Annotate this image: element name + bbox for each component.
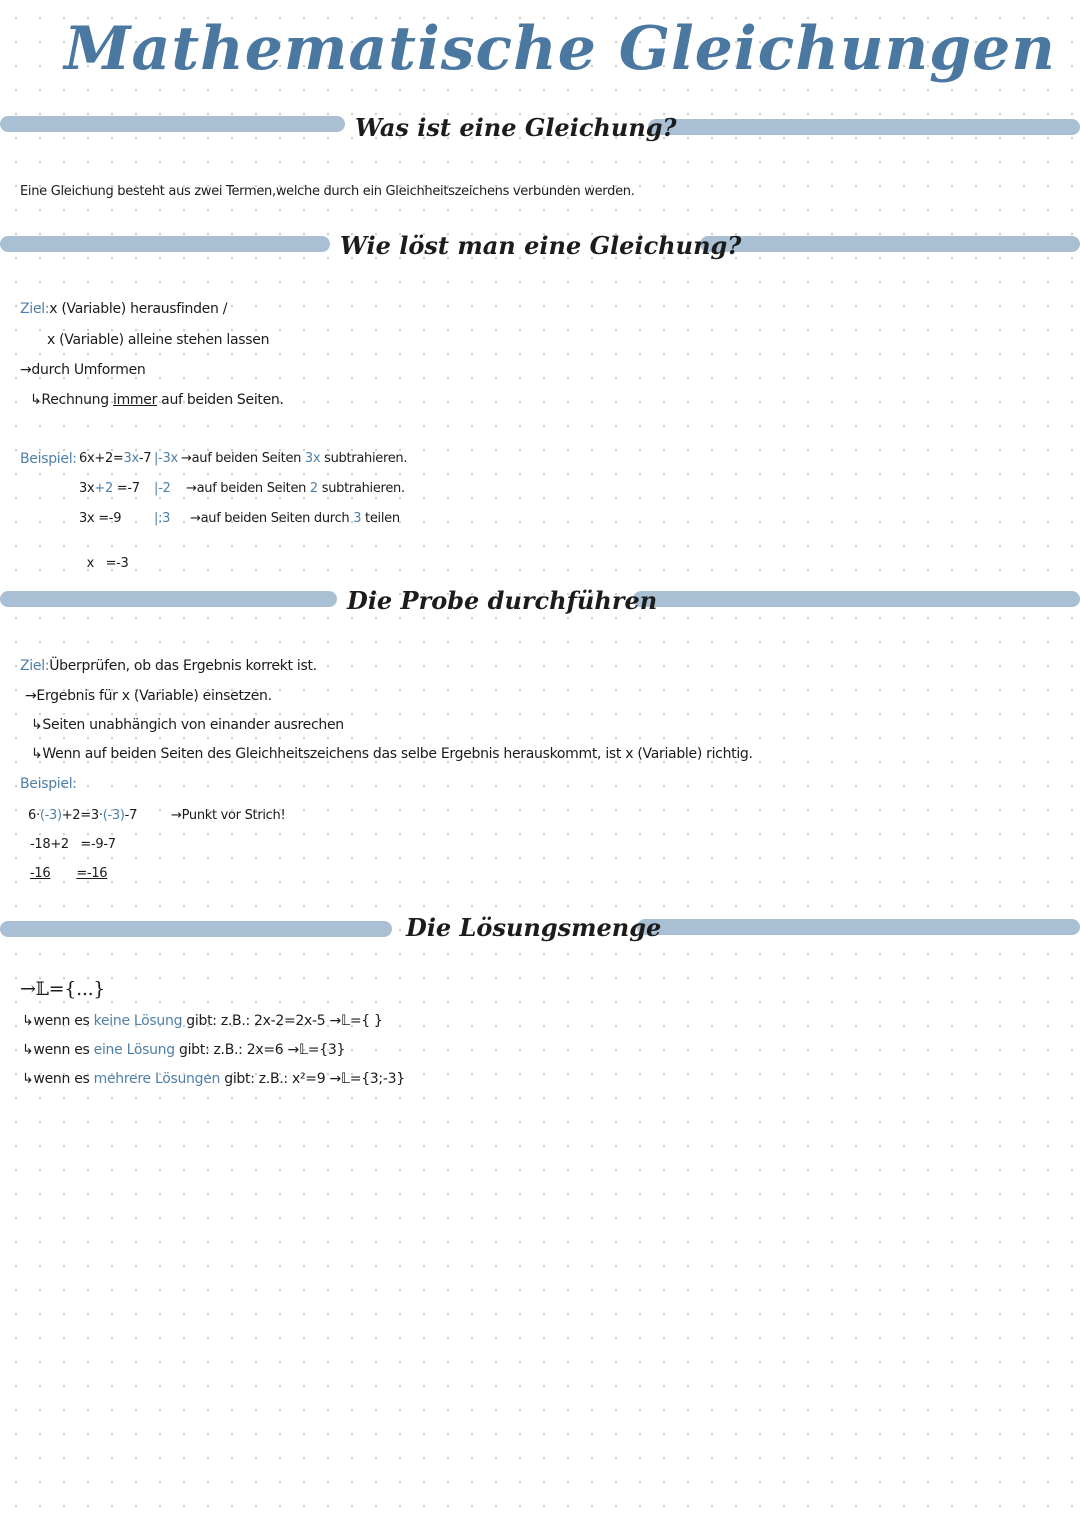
- step-description: →auf beiden Seiten 3x subtrahieren.: [181, 451, 408, 466]
- heading-bar-right: [648, 119, 1080, 135]
- heading-bar-left: [0, 591, 337, 607]
- section-heading-loesungsmenge: Die Lösungsmenge: [406, 913, 662, 942]
- section-heading-probe: Die Probe durchführen: [347, 586, 658, 615]
- goal-line-2: x (Variable) alleine stehen lassen: [47, 332, 270, 348]
- solution-case: ↳wenn es mehrere Lösungen gibt: z.B.: x²=9 →𝕃={3;-3}: [22, 1071, 405, 1087]
- heading-bar-right: [637, 919, 1080, 935]
- equation-step: 3x+2 =-7: [79, 481, 140, 496]
- solution-case: ↳wenn es eine Lösung gibt: z.B.: 2x=6 →𝕃={3}: [22, 1042, 346, 1058]
- probe-equation-1: 6·(-3)+2=3·(-3)-7: [28, 808, 137, 823]
- equation-operation: |-2: [154, 481, 171, 496]
- equation-step: 6x+2=3x-7: [79, 451, 152, 466]
- goal-text: x (Variable) herausfinden /: [49, 301, 228, 317]
- heading-bar-right: [700, 236, 1080, 252]
- equation-step: 3x =-9: [79, 511, 122, 526]
- page-title: Mathematische Gleichungen: [64, 14, 1056, 84]
- goal-text: Überprüfen, ob das Ergebnis korrekt ist.: [49, 658, 317, 674]
- section-heading-was-ist: Was ist eine Gleichung?: [355, 113, 677, 142]
- example-label: Beispiel:: [20, 776, 77, 792]
- solution-set-line: →𝕃={...}: [20, 978, 106, 1000]
- definition-text: Eine Gleichung besteht aus zwei Termen,welche durch ein Gleichheitszeichens verbunden werden.: [20, 184, 635, 199]
- section-heading-wie-loest: Wie löst man eine Gleichung?: [340, 231, 742, 260]
- heading-bar-right: [633, 591, 1080, 607]
- probe-line-2: ↳Seiten unabhängich von einander ausrechen: [31, 717, 344, 733]
- probe-line-3: ↳Wenn auf beiden Seiten des Gleichheitszeichens das selbe Ergebnis herauskommt, ist x (Variable) richtig.: [31, 746, 753, 762]
- step-description: →auf beiden Seiten 2 subtrahieren.: [186, 481, 405, 496]
- goal-label: Ziel:: [20, 658, 50, 674]
- rule-line: [30, 392, 284, 408]
- method-line: →durch Umformen: [20, 362, 146, 378]
- step-description: →auf beiden Seiten durch 3 teilen: [190, 511, 400, 526]
- probe-equation-3: -16 =-16: [30, 866, 108, 881]
- goal-label: Ziel:: [20, 301, 50, 317]
- equation-operation: |:3: [154, 511, 171, 526]
- probe-equation-2: -18+2 =-9-7: [30, 837, 116, 852]
- rule-emphasis: immer: [112, 392, 158, 408]
- heading-bar-left: [0, 236, 330, 252]
- equation-step: x =-3: [86, 556, 129, 571]
- heading-bar-left: [0, 921, 392, 937]
- rule-prefix: ↳Rechnung: [30, 392, 113, 408]
- probe-note: →Punkt vor Strich!: [171, 808, 286, 823]
- goal-line: [20, 301, 227, 317]
- heading-bar-left: [0, 116, 345, 132]
- probe-goal-line: [20, 658, 317, 674]
- example-label: Beispiel:: [20, 451, 77, 467]
- solution-case: ↳wenn es keine Lösung gibt: z.B.: 2x-2=2x-5 →𝕃={ }: [22, 1013, 383, 1029]
- equation-operation: |-3x: [154, 451, 178, 466]
- rule-suffix: auf beiden Seiten.: [157, 392, 284, 408]
- probe-line-1: →Ergebnis für x (Variable) einsetzen.: [25, 688, 272, 704]
